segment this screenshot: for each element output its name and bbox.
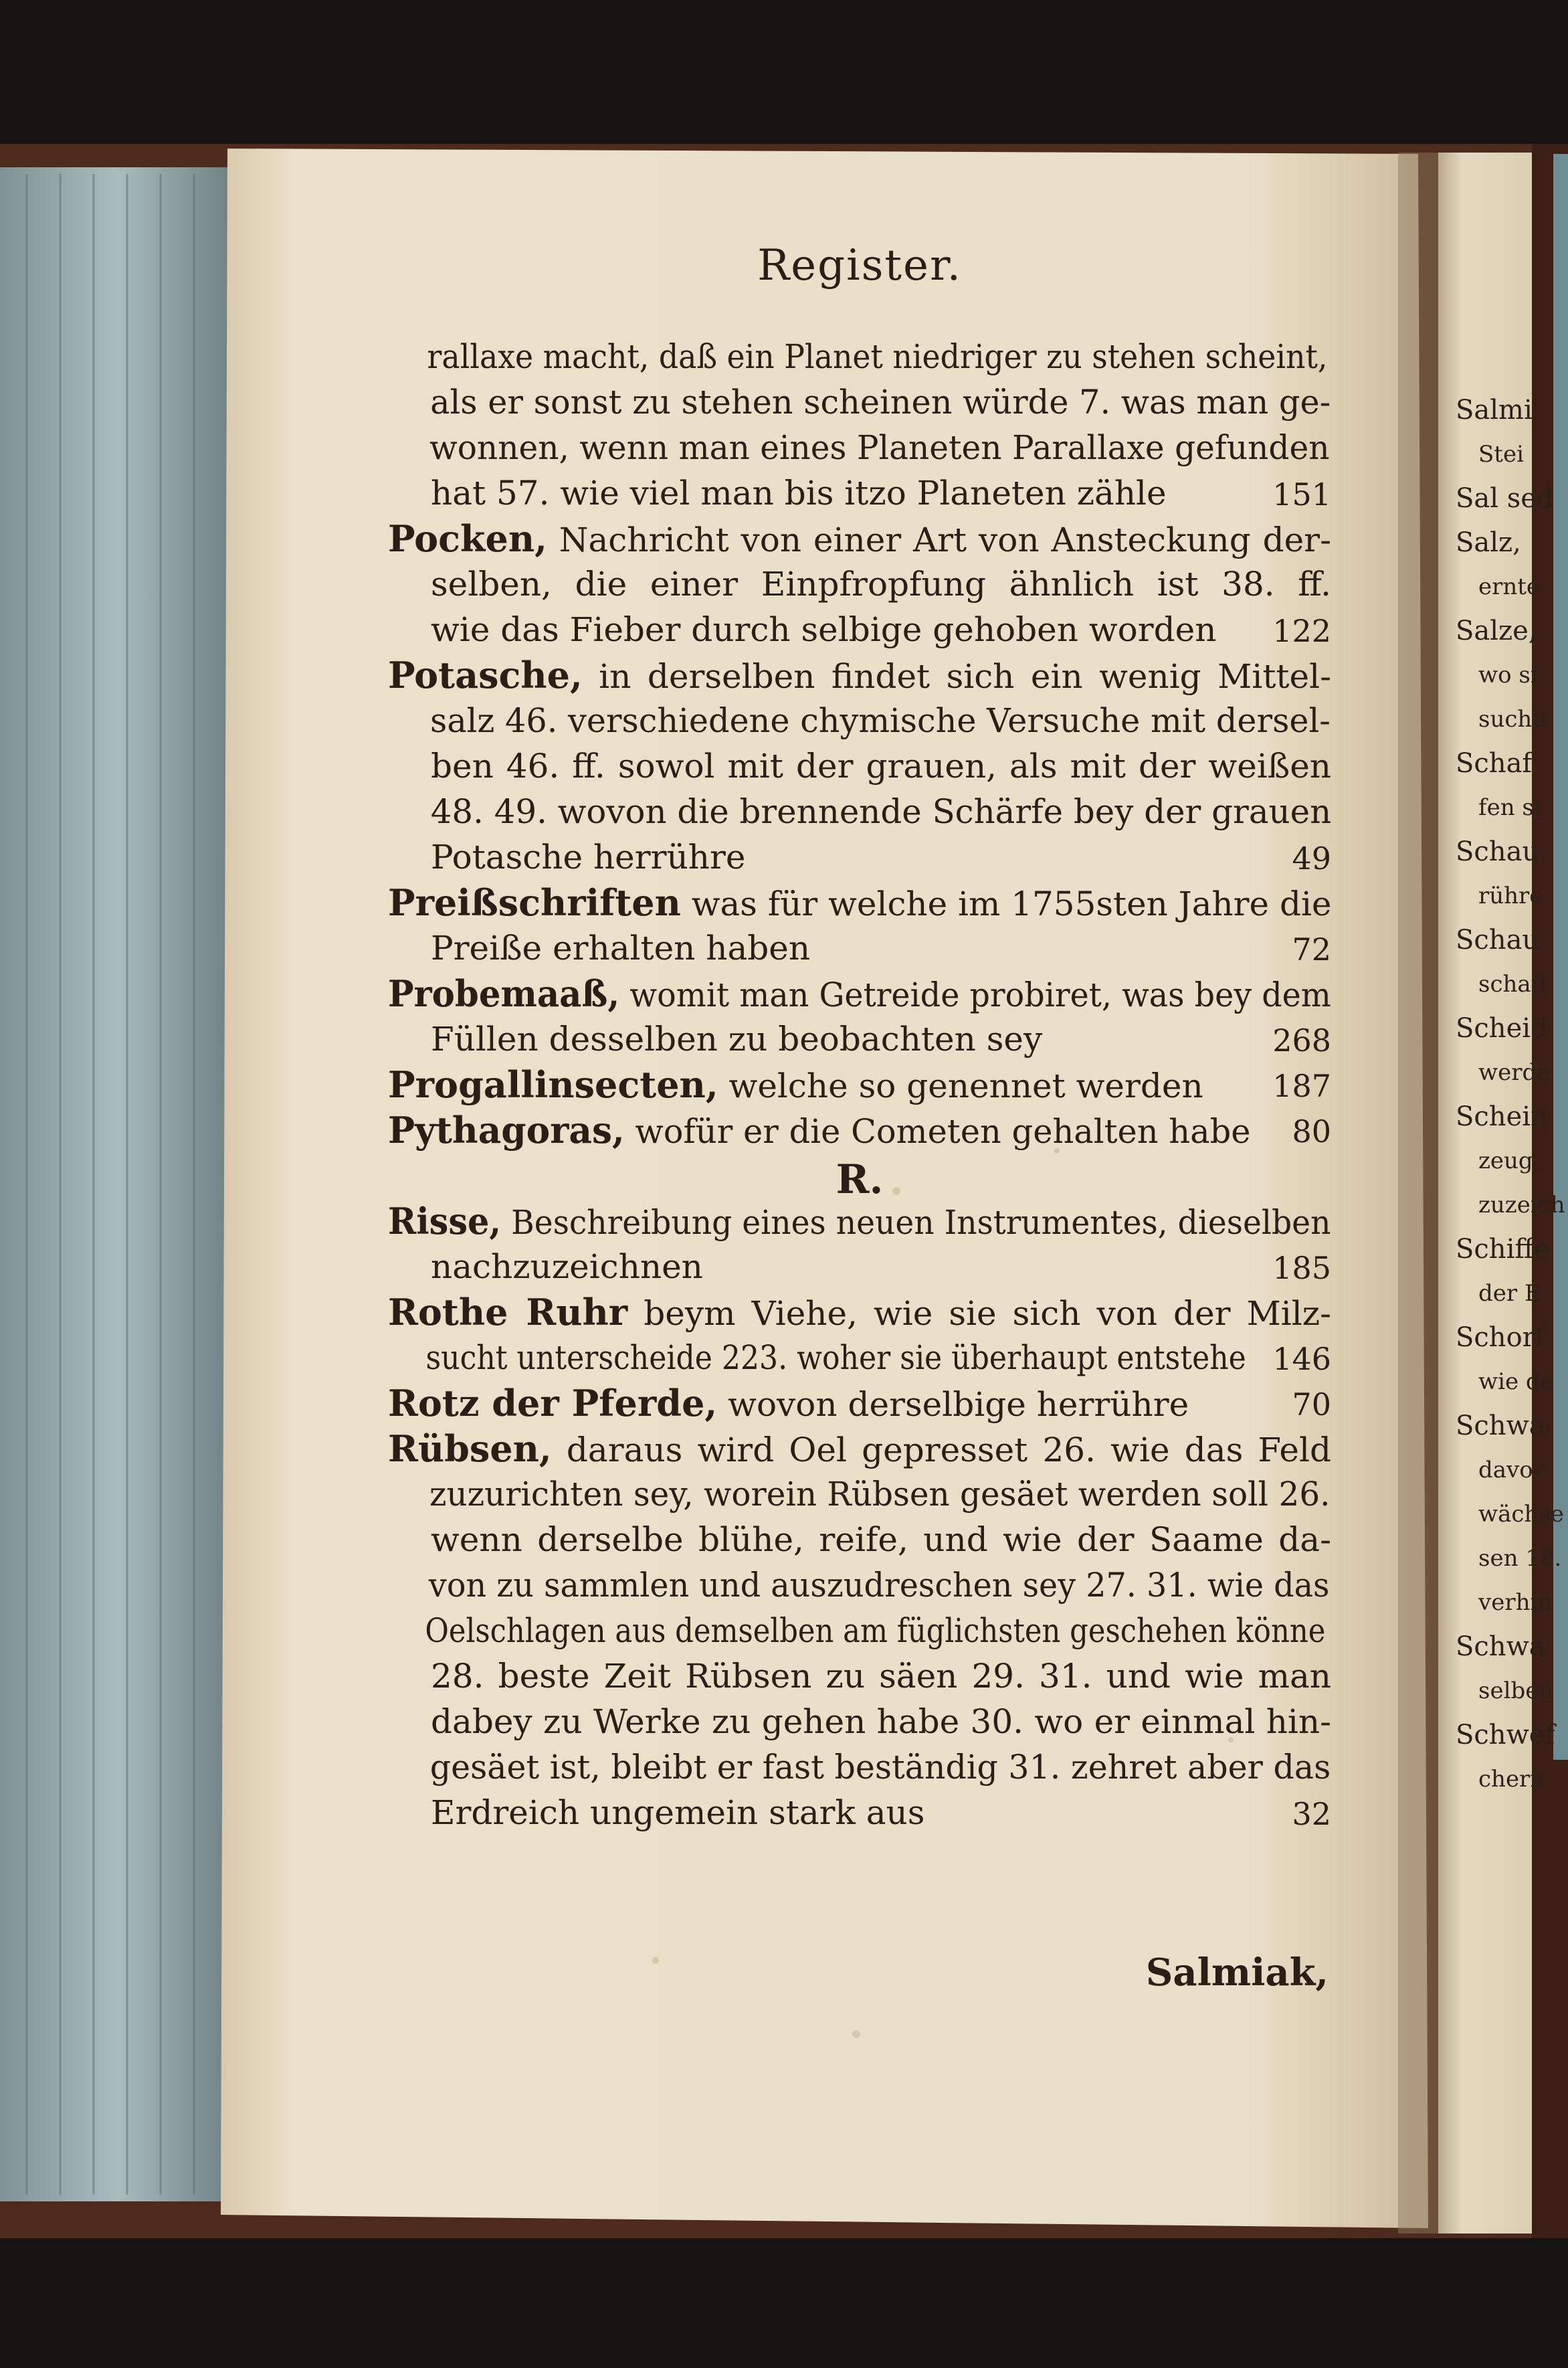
facing-page-word: davor <box>1478 1457 1544 1483</box>
entry-text: von zu sammlen und auszudreschen sey 27. 31. wie das <box>428 1566 1330 1605</box>
entry-headword: Pythagoras, <box>388 1109 625 1152</box>
facing-page-word: Schiffe <box>1456 1234 1550 1265</box>
facing-page-word: Schwa <box>1456 1631 1545 1662</box>
register-line <box>388 1791 1251 1835</box>
facing-page-word: wie de <box>1478 1368 1554 1395</box>
page-reference: 268 <box>1272 1022 1331 1059</box>
register-line <box>388 1518 1331 1562</box>
register-line <box>388 426 1330 470</box>
page-reference: 32 <box>1292 1796 1331 1832</box>
facing-page-word: schaft <box>1478 971 1549 998</box>
register-line <box>388 335 1328 379</box>
entry-text: Erdreich ungemein stark aus <box>431 1793 925 1832</box>
register-line <box>388 1290 1331 1334</box>
register-line <box>388 744 1331 788</box>
register-line <box>388 608 1251 652</box>
page-reference: 72 <box>1292 931 1331 968</box>
register-line <box>388 972 1331 1016</box>
register-line <box>388 1336 1246 1380</box>
register-line <box>388 1654 1331 1698</box>
facing-page-word: wo si <box>1478 662 1538 689</box>
facing-page-word: Schaf <box>1456 748 1533 779</box>
entry-headword: Probemaaß, <box>388 972 620 1015</box>
entry-headword: Potasche, <box>388 654 583 697</box>
register-line <box>388 699 1331 743</box>
facing-page-word: chern <box>1478 1766 1545 1793</box>
facing-page-word: Schau <box>1456 925 1540 955</box>
facing-page-word: Sal sed <box>1456 483 1554 514</box>
facing-page-word: Stei <box>1478 441 1524 468</box>
register-line <box>388 1381 1251 1425</box>
register-line <box>388 1017 1251 1061</box>
register-line <box>388 653 1331 697</box>
facing-page-word: rühre <box>1478 883 1543 909</box>
register-line <box>388 1745 1331 1789</box>
facing-page-word: ernte <box>1478 573 1541 600</box>
register-line <box>388 926 1251 970</box>
page-reference: 146 <box>1272 1341 1331 1377</box>
page-reference: 49 <box>1292 840 1331 877</box>
entry-text: wonnen, wenn man eines Planeten Parallaxe gefunden <box>429 428 1330 467</box>
facing-page-word: Salze, <box>1456 616 1537 646</box>
page-reference: 151 <box>1272 476 1331 513</box>
register-line <box>388 1472 1331 1516</box>
register-line <box>388 562 1331 606</box>
entry-text: beym Viehe, wie sie sich von der Milz- <box>644 1294 1331 1333</box>
facing-page-word: Schorf <box>1456 1322 1545 1353</box>
entry-text: in derselben findet sich ein wenig Mittel- <box>599 657 1331 696</box>
entry-text: sucht unterscheide 223. woher sie überhaupt entstehe <box>425 1338 1246 1377</box>
page-reference: 122 <box>1272 613 1331 649</box>
register-page <box>388 241 1331 2047</box>
entry-text: ben 46. ff. sowol mit der grauen, als mit der weißen <box>431 747 1331 786</box>
entry-headword: Rothe Ruhr <box>388 1291 628 1334</box>
entry-text: Füllen desselben zu beobachten sey <box>431 1020 1043 1059</box>
register-line <box>388 471 1251 515</box>
facing-page-word: Schein <box>1456 1101 1548 1132</box>
facing-page-word: werde <box>1478 1059 1551 1086</box>
register-line <box>388 1700 1331 1744</box>
register-line <box>388 380 1331 424</box>
facing-page-word: Schwef <box>1456 1720 1555 1750</box>
register-line <box>388 1427 1331 1471</box>
facing-page-word: zuzeich <box>1478 1192 1565 1218</box>
entry-headword: Preißschriften <box>388 881 681 924</box>
entry-text: Beschreibung eines neuen Instrumentes, dieselben <box>511 1203 1331 1242</box>
entry-text: rallaxe macht, daß ein Planet niedriger zu stehen scheint, <box>427 337 1328 376</box>
facing-page-word: wächse <box>1478 1501 1564 1528</box>
entry-text: womit man Getreide probiret, was bey dem <box>629 976 1331 1014</box>
entry-text: als er sonst zu stehen scheinen würde 7. was man ge- <box>430 383 1331 422</box>
catchword: Salmiak, <box>1145 1950 1329 1995</box>
facing-page-word: sen 18. <box>1478 1545 1562 1572</box>
entry-headword: Risse, <box>388 1200 502 1243</box>
register-line <box>388 1108 1251 1152</box>
entry-headword: Rübsen, <box>388 1427 552 1470</box>
entry-text: selben, die einer Einpfropfung ähnlich ist 38. ff. <box>431 565 1331 604</box>
page-title: Register. <box>757 241 962 290</box>
page-reference: 187 <box>1272 1068 1331 1104</box>
entry-text: 28. beste Zeit Rübsen zu säen 29. 31. und wie man <box>431 1657 1331 1696</box>
facing-page-word: Schau <box>1456 836 1540 867</box>
facing-page-word: Schwa <box>1456 1410 1545 1441</box>
entry-text: Preiße erhalten haben <box>431 929 811 968</box>
register-line <box>388 1245 1251 1289</box>
entry-text: salz 46. verschiedene chymische Versuche mit dersel- <box>430 701 1331 740</box>
facing-page-word: Salz, <box>1456 527 1521 558</box>
facing-page-word: Salmi <box>1456 395 1533 426</box>
entry-text: was für welche im 1755sten Jahre die <box>691 885 1332 923</box>
register-line <box>388 790 1332 834</box>
entry-text: welche so genennet werden <box>728 1067 1203 1105</box>
entry-text: gesäet ist, bleibt er fast beständig 31. zehret aber das <box>429 1748 1331 1787</box>
page-reference: 80 <box>1292 1113 1331 1150</box>
page-reference: 185 <box>1272 1250 1331 1286</box>
entry-text: 48. 49. wovon die brennende Schärfe bey der grauen <box>430 792 1332 831</box>
register-line <box>388 835 1251 879</box>
entry-text: nachzuzeichnen <box>431 1247 703 1286</box>
register-line <box>388 1563 1330 1607</box>
facing-page-word: zeug, <box>1478 1148 1541 1174</box>
entry-text: Nachricht von einer Art von Ansteckung der- <box>559 521 1331 559</box>
facing-page-word: Scheid <box>1456 1013 1548 1044</box>
entry-text: Potasche herrühre <box>431 838 746 877</box>
entry-text: wovon derselbige herrühre <box>728 1385 1189 1424</box>
register-line <box>388 1063 1251 1107</box>
page-reference: 70 <box>1292 1386 1331 1423</box>
register-line <box>388 881 1331 925</box>
entry-text: Oelschlagen aus demselben am füglichsten geschehen könne <box>425 1611 1326 1650</box>
facing-page-word: verhin <box>1478 1589 1553 1616</box>
entry-text: daraus wird Oel gepresset 26. wie das Feld <box>566 1431 1331 1469</box>
entry-headword: Rotz der Pferde, <box>388 1382 718 1425</box>
entry-text: wenn derselbe blühe, reife, und wie der Saame da- <box>431 1520 1331 1559</box>
facing-page-word: fen si <box>1478 794 1541 821</box>
register-line <box>388 1609 1326 1653</box>
section-letter: R. <box>836 1156 884 1203</box>
entry-text: hat 57. wie viel man bis itzo Planeten zähle <box>431 474 1167 513</box>
entry-text: wie das Fieber durch selbige gehoben worden <box>431 610 1217 649</box>
entry-text: zuzurichten sey, worein Rübsen gesäet werden soll 26. <box>429 1475 1331 1514</box>
entry-headword: Pocken, <box>388 517 547 560</box>
facing-page-word: suchu <box>1478 706 1547 733</box>
register-line <box>388 517 1331 561</box>
facing-page-word: der E <box>1478 1280 1541 1307</box>
entry-headword: Progallinsecten, <box>388 1063 718 1106</box>
facing-page-word: selben <box>1478 1677 1554 1704</box>
register-line <box>388 1199 1331 1243</box>
entry-text: wofür er die Cometen gehalten habe <box>635 1112 1251 1151</box>
entry-text: dabey zu Werke zu gehen habe 30. wo er einmal hin- <box>431 1702 1331 1741</box>
